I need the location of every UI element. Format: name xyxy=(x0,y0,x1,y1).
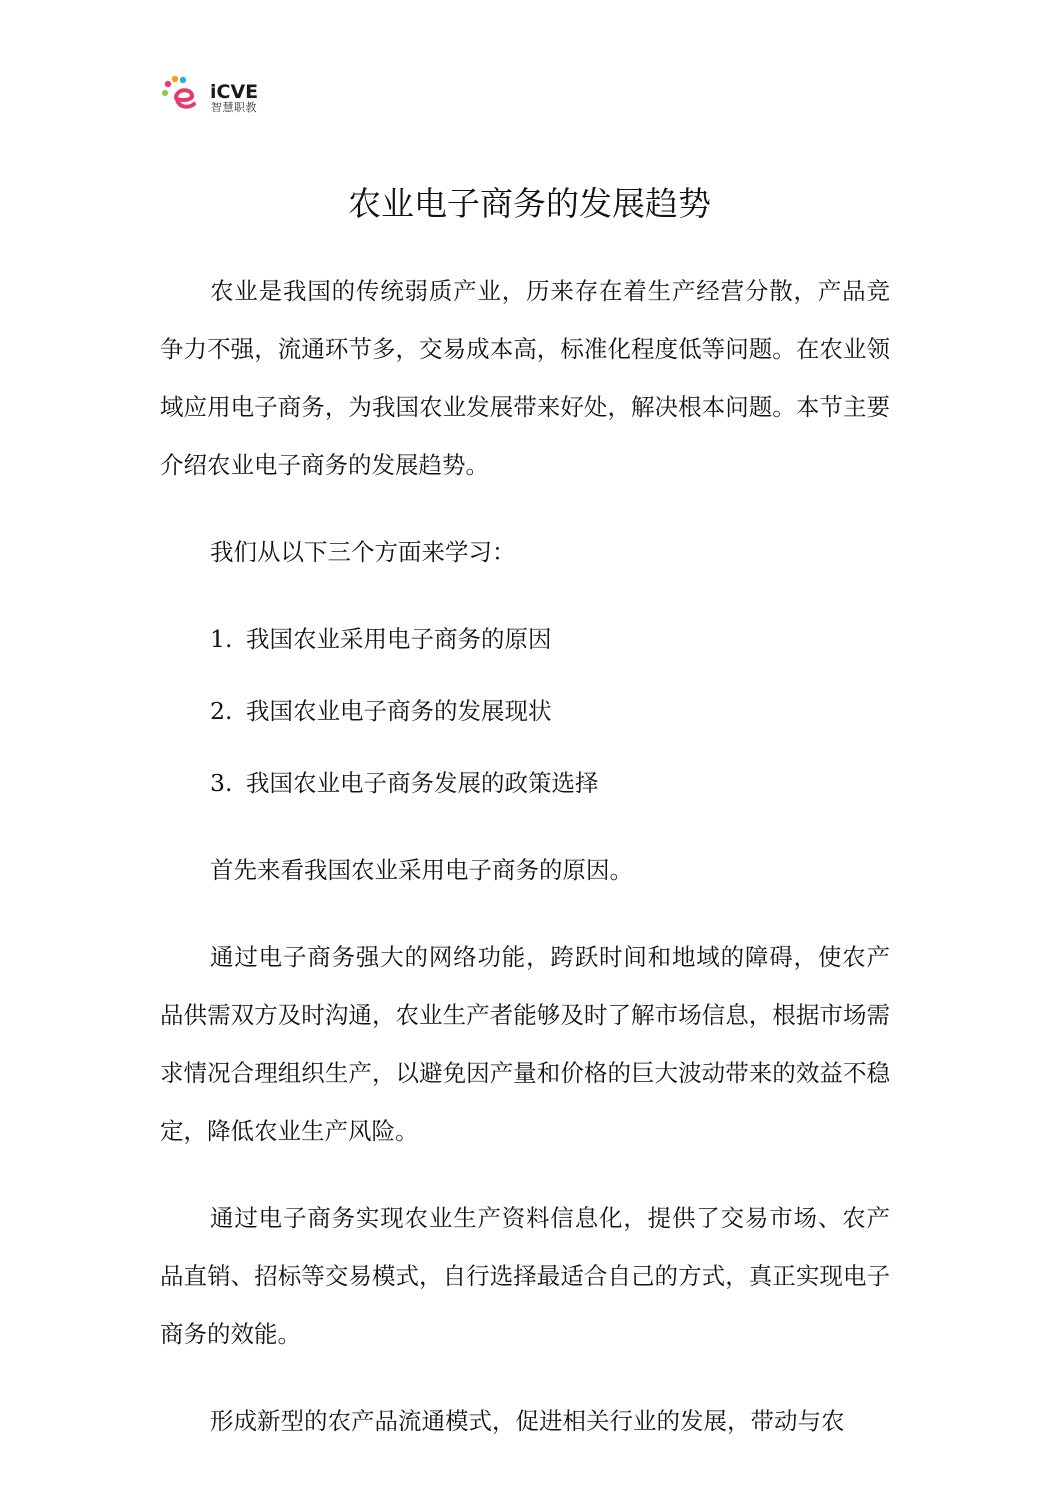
page-title: 农业电子商务的发展趋势 xyxy=(348,184,711,223)
list-item-text: 我国农业电子商务的发展现状 xyxy=(246,697,552,725)
logo-mark-icon xyxy=(160,74,210,118)
list-item xyxy=(160,610,890,668)
logo-subtitle: 智慧职教 xyxy=(211,101,257,114)
intro-paragraph: 农业是我国的传统弱质产业，历来存在着生产经营分散，产品竞争力不强，流通环节多，交易成本高，标准化程度低等问题。在农业领域应用电子商务，为我国农业发展带来好处，解决根本问题。本节主要介绍农业电子商务的发展趋势。 xyxy=(160,277,890,479)
list-item xyxy=(160,754,890,812)
body-paragraph: 通过电子商务实现农业生产资料信息化，提供了交易市场、农产品直销、招标等交易模式，自行选择最适合自己的方式，真正实现电子商务的效能。 xyxy=(160,1204,890,1348)
body-paragraph: 形成新型的农产品流通模式，促进相关行业的发展，带动与农 xyxy=(210,1407,845,1435)
list-item-number: 3. xyxy=(210,769,233,797)
document-body xyxy=(160,262,890,1479)
list-item xyxy=(160,682,890,740)
list-item-number: 1. xyxy=(210,625,233,653)
logo-wordmark: iCVE xyxy=(210,81,259,103)
body-paragraph: 首先来看我国农业采用电子商务的原因。 xyxy=(210,856,633,884)
logo xyxy=(160,74,270,118)
list-item-number: 2. xyxy=(210,697,233,725)
list-item-text: 我国农业采用电子商务的原因 xyxy=(246,625,552,653)
lead-paragraph: 我们从以下三个方面来学习： xyxy=(210,538,516,566)
body-paragraph: 通过电子商务强大的网络功能，跨跃时间和地域的障碍，使农产品供需双方及时沟通，农业生产者能够及时了解市场信息，根据市场需求情况合理组织生产，以避免因产量和价格的巨大波动带来的效益不稳定，降低农业生产风险。 xyxy=(160,943,890,1145)
list-item-text: 我国农业电子商务发展的政策选择 xyxy=(246,769,599,797)
